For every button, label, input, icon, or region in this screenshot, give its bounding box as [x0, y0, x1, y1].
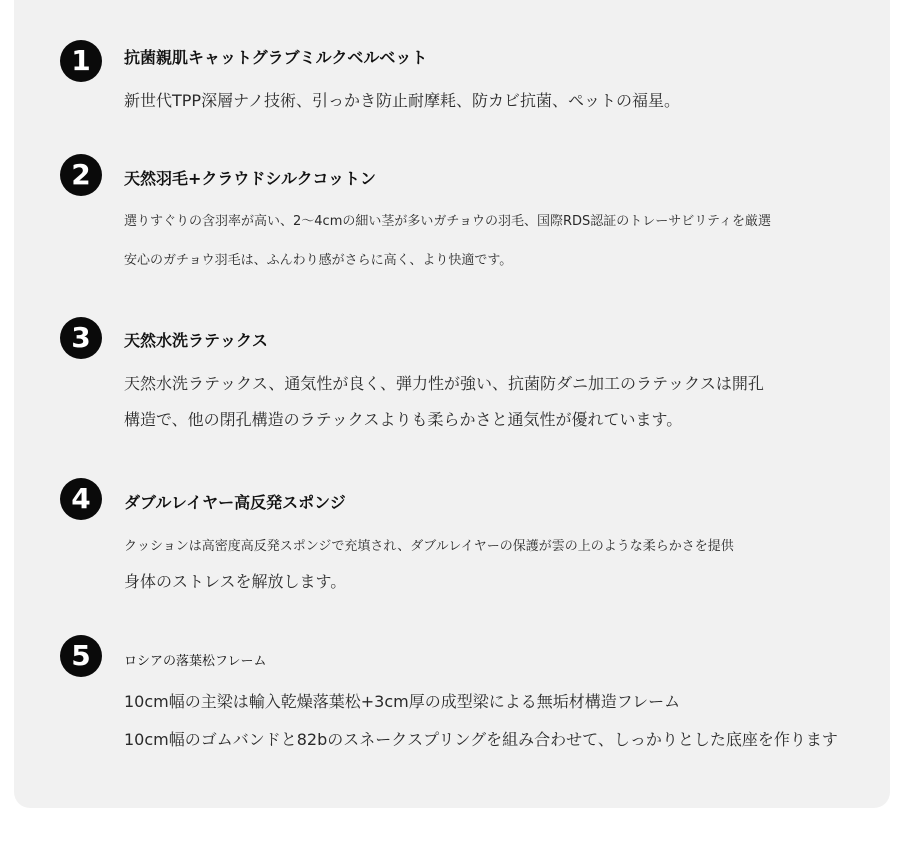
feature-5-title: ロシアの落葉松フレーム — [124, 654, 267, 669]
feature-5-text-1: 10cm幅の主梁は輸入乾燥落葉松+3cm厚の成型梁による無垢材構造フレーム — [124, 692, 681, 711]
feature-2-text-1: 選りすぐりの含羽率が高い、2～4cmの細い茎が多いガチョウの羽毛、国際RDS認証のトレーサビリティを厳選 — [124, 214, 771, 229]
feature-2-text-2: 安心のガチョウ羽毛は、ふんわり感がさらに高く、より快適です。 — [124, 253, 513, 268]
number-4-icon: 4 — [60, 478, 102, 520]
feature-3-title: 天然水洗ラテックス — [124, 331, 268, 350]
feature-4-title: ダブルレイヤー高反発スポンジ — [124, 493, 346, 512]
number-3-icon: 3 — [60, 317, 102, 359]
number-1-icon: 1 — [60, 40, 102, 82]
features-card — [14, 0, 890, 808]
feature-4-text-2: 身体のストレスを解放します。 — [124, 572, 347, 591]
feature-1-text-1: 新世代TPP深層ナノ技術、引っかき防止耐摩耗、防カビ抗菌、ペットの福星。 — [124, 91, 680, 110]
number-2-icon: 2 — [60, 154, 102, 196]
feature-2-title: 天然羽毛+クラウドシルクコットン — [124, 169, 377, 188]
feature-5-text-2: 10cm幅のゴムバンドと82bのスネークスプリングを組み合わせて、しっかりとした底座を作ります — [124, 730, 838, 749]
feature-4-text-1: クッションは高密度高反発スポンジで充填され、ダブルレイヤーの保護が雲の上のような柔らかさを提供 — [124, 539, 734, 554]
feature-3-text-2: 構造で、他の閉孔構造のラテックスよりも柔らかさと通気性が優れています。 — [124, 410, 683, 429]
feature-3-text-1: 天然水洗ラテックス、通気性が良く、弾力性が強い、抗菌防ダニ加工のラテックスは開孔 — [124, 374, 764, 393]
number-5-icon: 5 — [60, 635, 102, 677]
feature-1-title: 抗菌親肌キャットグラブミルクベルベット — [124, 48, 428, 67]
